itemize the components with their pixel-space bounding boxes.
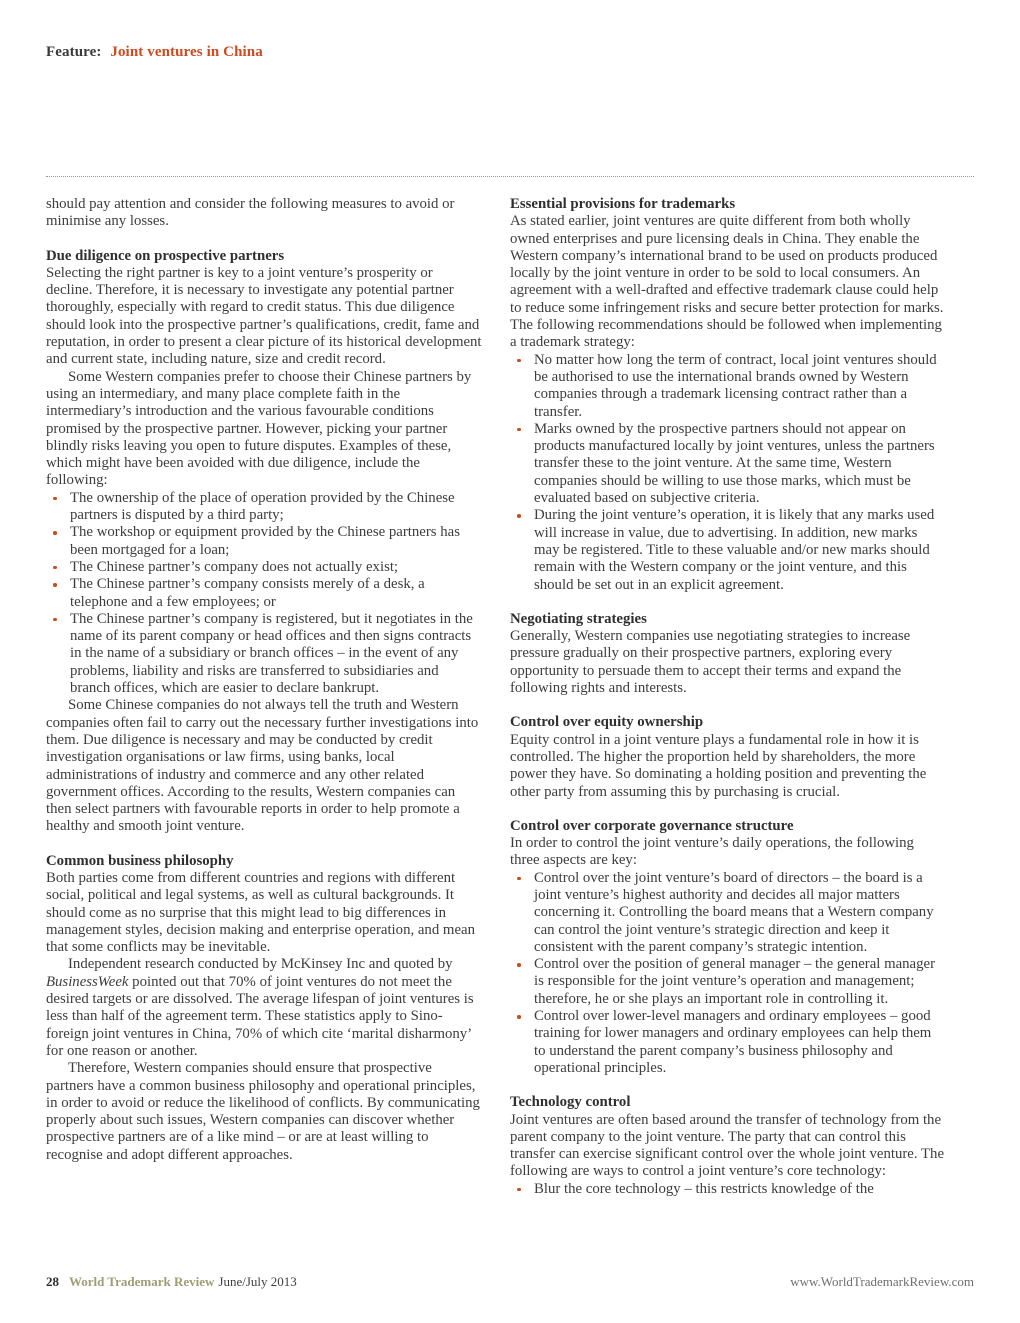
- left-column: [46, 196, 482, 1198]
- section-heading-common-philosophy: Common business philosophy: [46, 852, 234, 869]
- paragraph: Some Chinese companies do not always tell the truth and Western companies often fail to carry out the necessary further investigations into them. Due diligence is necessary and may be conducted by credit investigation organisations or law firms, using banks, local administrations of industry and commerce and any other related government offices. According to the results, Western companies can then select partners with favourable reports in order to help promote a healthy and smooth joint venture.: [46, 697, 479, 835]
- paragraph: Selecting the right partner is key to a joint venture’s prosperity or decline. Therefore, it is necessary to investigate any potential partner thoroughly, especially with regard to credit status. This due diligence should look into the prospective partner’s qualifications, credit, fame and reputation, in order to present a clear picture of its historical development and current state, including nature, size and credit record.: [46, 264, 482, 368]
- list-item-text: The ownership of the place of operation provided by the Chinese partners is disputed by a third party;: [70, 489, 455, 524]
- bullet-icon: [517, 1188, 521, 1192]
- footer-left: [46, 1274, 297, 1290]
- list-item-text: Control over the joint venture’s board of directors – the board is a joint venture’s highest authority and decides all major matters concerning it. Controlling the board means that a Western company can control the joint venture’s strategic direction and keep it consistent with the parent company’s strategic intention.: [534, 869, 934, 955]
- feature-header: [46, 44, 263, 61]
- paragraph-text: Independent research conducted by McKinsey Inc and quoted by: [68, 956, 453, 973]
- paragraph: Some Western companies prefer to choose their Chinese partners by using an intermediary, and many place complete faith in the intermediary’s introduction and the various favourable conditions promised by the prospective partner. However, picking your partner blindly risks leaving you open to future disputes. Examples of these, which might have been avoided with due diligence, include the following:: [46, 368, 472, 489]
- paragraph: Joint ventures are often based around the transfer of technology from the parent company to the joint venture. The party that can control this transfer can exercise significant control over the whole joint venture. The following are ways to control a joint venture’s core technology:: [510, 1111, 945, 1180]
- bullet-icon: [517, 428, 521, 432]
- bullet-icon: [517, 359, 521, 363]
- page-footer: [46, 1274, 974, 1290]
- list-item: [510, 956, 946, 1008]
- article-body: [46, 196, 946, 1198]
- list-item-text: The Chinese partner’s company does not actually exist;: [70, 558, 399, 575]
- bullet-icon: [517, 877, 521, 881]
- paragraph: Generally, Western companies use negotiating strategies to increase pressure gradually on their prospective partners, exploring every opportunity to persuade them to accept their terms and expand the following rights and interests.: [510, 628, 911, 697]
- right-column: [510, 196, 946, 1198]
- feature-title: Joint ventures in China: [110, 44, 263, 60]
- paragraph: Equity control in a joint venture plays a fundamental role in how it is controlled. The higher the proportion held by shareholders, the more power they have. So dominating a holding position and preventing the other party from assuming this by purchasing is crucial.: [510, 731, 927, 800]
- list-item-text: No matter how long the term of contract, local joint ventures should be authorised to use the international brands owned by Western companies through a trademark licensing contract rather than a transfer.: [534, 351, 937, 420]
- list-item-text: The workshop or equipment provided by the Chinese partners has been mortgaged for a loan;: [70, 524, 460, 558]
- list-item-text: Control over lower-level managers and ordinary employees – good training for lower managers and ordinary employees can help them to understand the parent company’s business philosophy and operational principles.: [534, 1008, 932, 1076]
- paragraph: As stated earlier, joint ventures are quite different from both wholly owned enterprises and pure licensing deals in China. They enable the Western company’s international brand to be used on products produced locally by the joint venture in order to be sold to local consumers. An agreement with a well-drafted and effective trademark clause could help to reduce some infringement risks and secure better protection for marks. The following recommendations should be followed when implementing a trademark strategy:: [510, 213, 944, 351]
- paragraph: In order to control the joint venture’s daily operations, the following three aspects are key:: [510, 835, 914, 869]
- bullet-list-trademark-recommendations: [510, 352, 946, 594]
- bullet-icon: [53, 566, 57, 570]
- issue-date: June/July 2013: [218, 1274, 297, 1289]
- feature-label: Feature:: [46, 44, 102, 60]
- list-item-text: The Chinese partner’s company is registered, but it negotiates in the name of its parent company or head offices and then signs contracts in the name of a subsidiary or branch offices – in the event of any problems, liability and risks are transferred to subsidiaries and branch offices, which are easier to declare bankrupt.: [70, 610, 473, 697]
- list-item: [510, 1008, 946, 1077]
- list-item: [46, 559, 482, 576]
- bullet-list-due-diligence: [46, 490, 482, 698]
- list-item-text: Marks owned by the prospective partners should not appear on products manufactured locally by joint ventures, unless the partners transfer these to the joint venture. At the same time, Western companies should be willing to use those marks, which must be evaluated based on subjective criteria.: [534, 420, 935, 507]
- list-item: [510, 421, 946, 507]
- magazine-name: World Trademark Review: [69, 1274, 215, 1289]
- list-item: [510, 870, 946, 956]
- list-item: [510, 507, 946, 593]
- list-item-text: During the joint venture’s operation, it is likely that any marks used will increase in value, due to advertising. In addition, new marks may be registered. Title to these valuable and/or new marks should remain with the Western company or the joint venture, and this should be set out in an explicit agreement.: [534, 507, 935, 593]
- section-heading-essential-provisions: Essential provisions for trademarks: [510, 196, 736, 212]
- paragraph: Both parties come from different countries and regions with different social, political and legal systems, as well as cultural backgrounds. It should come as no surprise that this might lead to big differences in management styles, decision making and enterprise operation, and mean that some conflicts may be inevitable.: [46, 869, 475, 956]
- paragraph-continuation: should pay attention and consider the following measures to avoid or minimise any losses.: [46, 196, 455, 230]
- bullet-icon: [53, 497, 57, 501]
- italic-publication-name: BusinessWeek: [46, 973, 129, 990]
- list-item: [46, 490, 482, 525]
- list-item-text: Control over the position of general manager – the general manager is responsible for the joint venture’s operation and management; therefore, he or she plays an important role in controlling it.: [534, 956, 936, 1007]
- dotted-divider: [46, 176, 974, 177]
- list-item: [46, 611, 482, 697]
- list-item: [510, 352, 946, 421]
- section-heading-due-diligence: Due diligence on prospective partners: [46, 247, 285, 264]
- list-item: [46, 524, 482, 559]
- section-heading-governance: Control over corporate governance structure: [510, 817, 794, 834]
- list-item: [46, 576, 482, 611]
- bullet-icon: [517, 963, 521, 967]
- section-heading-negotiating: Negotiating strategies: [510, 610, 647, 627]
- bullet-list-technology: [510, 1181, 946, 1198]
- paragraph-text: pointed out that 70% of joint ventures do not meet the desired targets or are dissolved. The average lifespan of joint ventures is less than half of the agreement term. These statistics apply to Sino-foreign joint ventures in China, 70% of which cite ‘marital disharmony’ for one reason or another.: [46, 973, 474, 1059]
- paragraph: Therefore, Western companies should ensure that prospective partners have a common business philosophy and operational principles, in order to avoid or reduce the likelihood of conflicts. By communicating properly about such issues, Western companies can discover whether prospective partners are of a like mind – or are at least willing to recognise and adopt different approaches.: [46, 1060, 480, 1163]
- bullet-icon: [53, 531, 57, 535]
- section-heading-technology: Technology control: [510, 1094, 631, 1111]
- list-item-text: Blur the core technology – this restricts knowledge of the: [534, 1180, 874, 1197]
- bullet-icon: [53, 583, 57, 587]
- list-item-text: The Chinese partner’s company consists merely of a desk, a telephone and a few employees; or: [70, 576, 425, 610]
- section-heading-equity: Control over equity ownership: [510, 714, 704, 731]
- bullet-icon: [517, 1015, 521, 1019]
- paragraph-with-italic: [46, 956, 482, 1060]
- bullet-icon: [517, 514, 521, 518]
- list-item: [510, 1181, 946, 1198]
- bullet-icon: [53, 618, 57, 622]
- website-url: www.WorldTrademarkReview.com: [790, 1274, 974, 1289]
- bullet-list-governance: [510, 870, 946, 1078]
- page-number: 28: [46, 1274, 59, 1289]
